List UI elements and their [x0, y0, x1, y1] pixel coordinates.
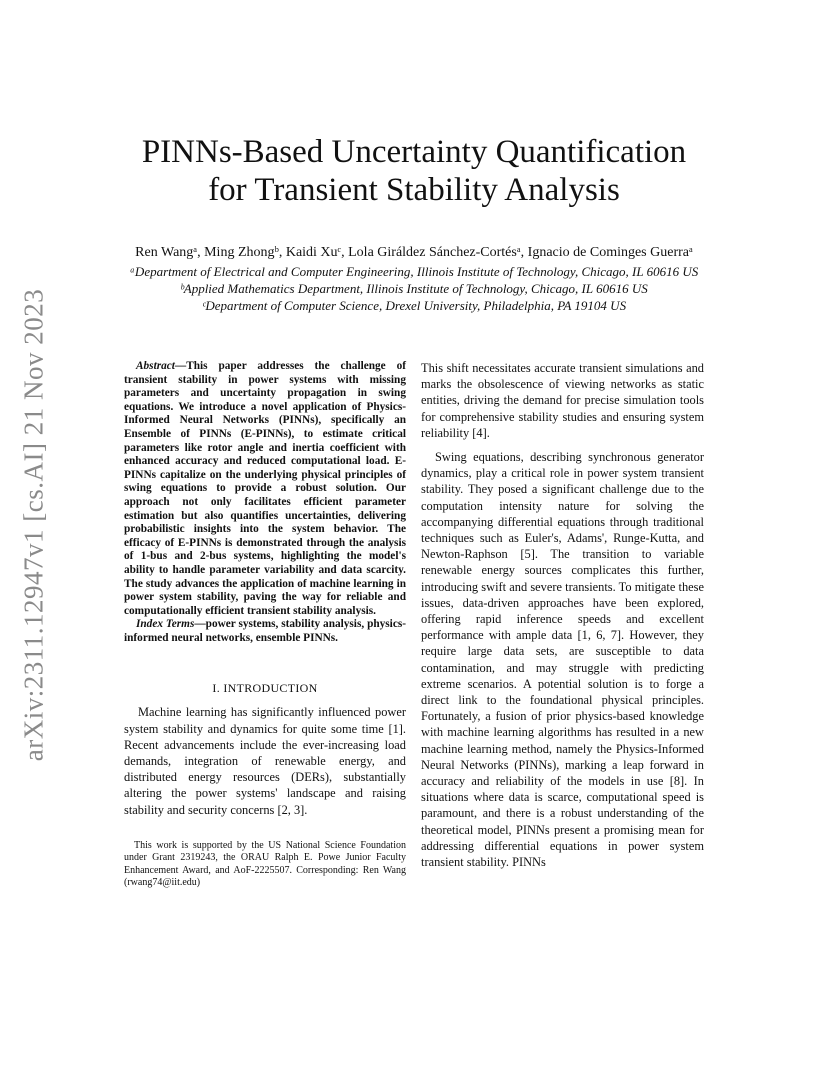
affiliation-c: ᶜDepartment of Computer Science, Drexel University, Philadelphia, PA 19104 US — [201, 298, 627, 313]
index-terms — [124, 618, 406, 645]
right-paragraph-1: This shift necessitates accurate transient simulations and marks the obsolescence of viewing networks as static entities, driving the demand for precise simulation tools for comprehensive stability studies and ensuring system reliability [4]. — [421, 361, 704, 440]
affiliation-b: ᵇApplied Mathematics Department, Illinois Institute of Technology, Chicago, IL 60616 US — [180, 281, 648, 296]
funding-footnote: This work is supported by the US National Science Foundation under Grant 2319243, the ORAU Ralph E. Powe Junior Faculty Enhancement Award, and AoF-2225507. Corresponding: Ren Wang (rwang74@iit.edu) — [124, 839, 406, 889]
affiliation-a: ᵃDepartment of Electrical and Computer Engineering, Illinois Institute of Technology, Chicago, IL 60616 US — [129, 264, 699, 279]
right-column — [421, 360, 704, 870]
title-line-2: for Transient Stability Analysis — [208, 172, 620, 208]
abstract-label: Abstract — [136, 360, 175, 372]
author-list: Ren Wangᵃ, Ming Zhongᵇ, Kaidi Xuᶜ, Lola Giráldez Sánchez-Cortésᵃ, Ignacio de Cominges Guerraᵃ — [135, 245, 693, 260]
arxiv-identifier-stamp — [16, 290, 52, 760]
section-heading-introduction: I. INTRODUCTION — [212, 681, 318, 696]
arxiv-identifier-text: arXiv:2311.12947v1 [cs.AI] 21 Nov 2023 — [18, 288, 49, 762]
intro-paragraph-1: Machine learning has significantly influenced power system stability and dynamics for quite some time [1]. Recent advancements include the ever-increasing load demands, integration of renewable energy, and distributed energy resources (DERs), substantially altering the power systems' landscape and raising stability and security concerns [2, 3]. — [124, 705, 406, 817]
abstract-text: —This paper addresses the challenge of transient stability in power systems with missing parameters and uncertainty propagation in swing equations. We introduce a novel application of Physics-Informed Neural Networks (PINNs), specifically an Ensemble of PINNs (E-PINNs), to estimate critical parameters like rotor angle and inertia coefficient with enhanced accuracy and reduced computational load. E-PINNs capitalize on the underlying physical principles of swing equations to provide a robust solution. Our approach not only facilitates efficient parameter estimation but also quantifies uncertainties, delivering probabilistic insights into the system behavior. The efficacy of E-PINNs is demonstrated through the analysis of 1-bus and 2-bus systems, highlighting the model's ability to handle parameter variability and data scarcity. The study advances the application of machine learning in power system stability, paving the way for reliable and computationally efficient transient stability analysis. — [124, 360, 406, 617]
title-line-1: PINNs-Based Uncertainty Quantification — [141, 134, 687, 170]
paper-title — [0, 133, 828, 209]
right-paragraph-2: Swing equations, describing synchronous generator dynamics, play a critical role in power system transient stability. They posed a significant challenge due to the computation intensity nature for solving the accompanying differential equations through traditional techniques such as Euler's, Adams', Runge-Kutta, and Newton-Raphson [5]. The transition to variable renewable energy sources complicates this further, introducing swift and severe transients. To mitigate these issues, data-driven approaches have been explored, offering rapid inference speeds and excellent performance with ample data [1, 6, 7]. However, they require large data sets, are susceptible to data contamination, and may struggle with predicting extreme scenarios. A potential solution is to forge a direct link to the foundational physical principles. Fortunately, a fusion of prior physics-based knowledge with machine learning algorithms has resulted in a new machine learning method, namely the Physics-Informed Neural Networks (PINNs), marking a leap forward in accuracy and reliability of the models in use [8]. In situations where data is scarce, computational speed is paramount, and there is a robust understanding of the theoretical model, PINNs present a promising mean for addressing differential equations in power system transient stability. PINNs — [421, 450, 704, 870]
index-terms-text: —power systems, stability analysis, physics-informed neural networks, ensemble PINNs. — [124, 618, 406, 644]
abstract — [124, 360, 406, 618]
index-terms-label: Index Terms — [136, 618, 195, 631]
left-column — [124, 360, 406, 900]
